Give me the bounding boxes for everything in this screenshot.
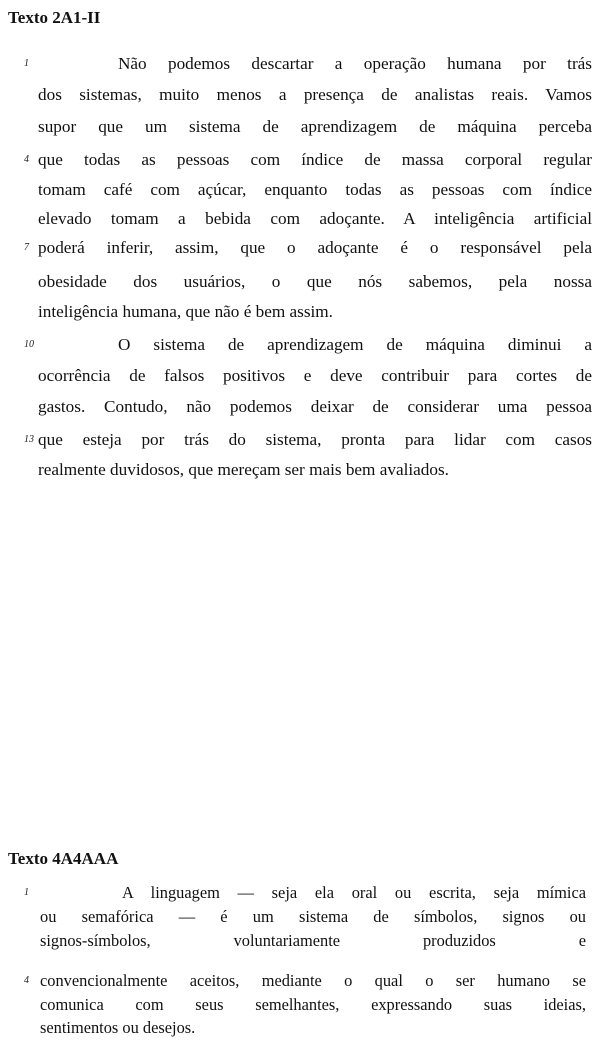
text-line: obesidade dos usuários, o que nós sabemos, pela nossa (38, 272, 592, 291)
text-line: que esteja por trás do sistema, pronta para lidar com casos (38, 430, 592, 449)
text-line: poderá inferir, assim, que o adoçante é o responsável pela (38, 238, 592, 257)
text-line: O sistema de aprendizagem de máquina diminui a (118, 335, 592, 354)
text-line: comunica com seus semelhantes, expressando suas ideias, (40, 995, 586, 1014)
section-title: Texto 4A4AAA (8, 849, 119, 868)
text-line: elevado tomam a bebida com adoçante. A inteligência artificial (38, 209, 592, 228)
text-line: sentimentos ou desejos. (40, 1018, 196, 1037)
text-line: ou semafórica — é um sistema de símbolos, signos ou (40, 907, 586, 926)
text-line: inteligência humana, que não é bem assim. (38, 302, 333, 321)
text-line: realmente duvidosos, que mereçam ser mais bem avaliados. (38, 460, 449, 479)
text-line: dos sistemas, muito menos a presença de analistas reais. Vamos (38, 85, 592, 104)
text-line: signos-símbolos, voluntariamente produzidos e (40, 931, 586, 950)
line-number: 13 (24, 434, 34, 445)
line-number: 1 (24, 58, 29, 69)
section-title: Texto 2A1-II (8, 8, 101, 27)
text-line: tomam café com açúcar, enquanto todas as pessoas com índice (38, 180, 592, 199)
text-line: convencionalmente aceitos, mediante o qual o ser humano se (40, 971, 586, 990)
line-number: 10 (24, 339, 34, 350)
text-line: que todas as pessoas com índice de massa corporal regular (38, 150, 592, 169)
text-line: ocorrência de falsos positivos e deve contribuir para cortes de (38, 366, 592, 385)
line-number: 4 (24, 154, 29, 165)
text-line: gastos. Contudo, não podemos deixar de considerar uma pessoa (38, 397, 592, 416)
text-line: supor que um sistema de aprendizagem de máquina perceba (38, 117, 592, 136)
text-line: A linguagem — seja ela oral ou escrita, seja mímica (122, 883, 586, 902)
line-number: 7 (24, 242, 29, 253)
line-number: 4 (24, 975, 29, 986)
line-number: 1 (24, 887, 29, 898)
text-line: Não podemos descartar a operação humana por trás (118, 54, 592, 73)
